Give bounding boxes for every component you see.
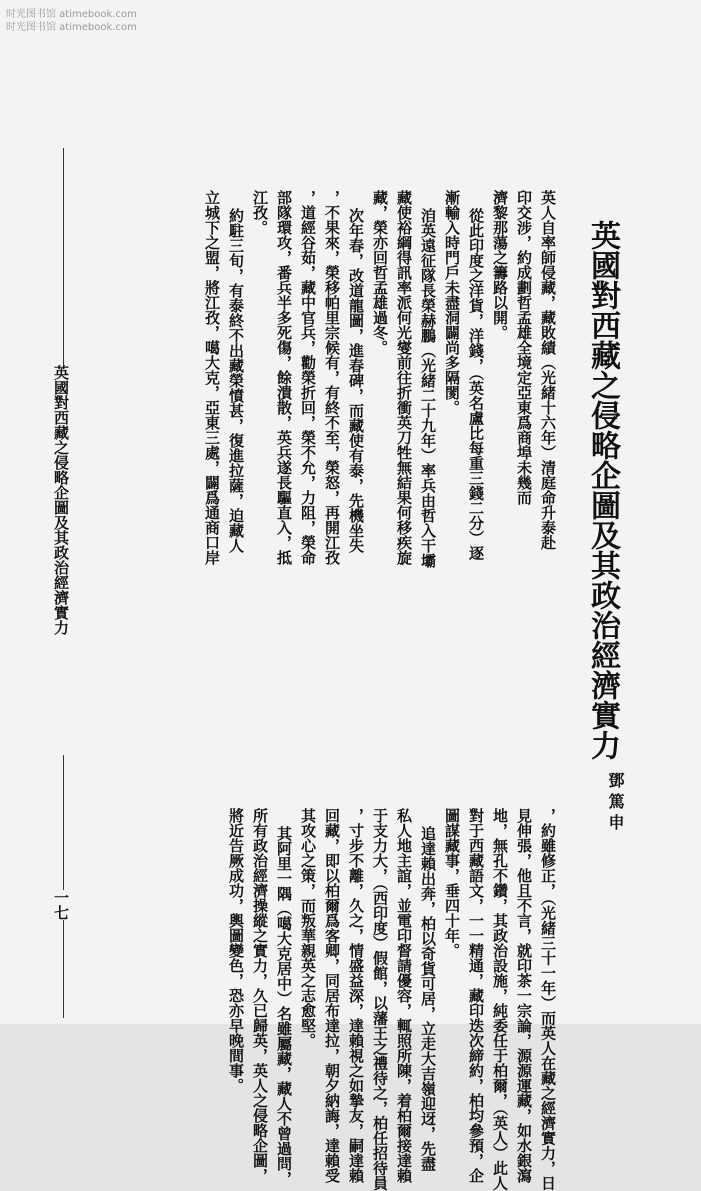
text-column: 濟黎那蕩之籌路以開。 — [491, 190, 509, 340]
text-column: 江孜。 — [251, 190, 269, 235]
text-column: 對于西藏語文，一一精通，藏印迭次締約，柏均參預，企 — [467, 808, 485, 1183]
running-title: 英國對西藏之侵略企圖及其政治經濟實力 — [52, 365, 72, 755]
text-column: 漸輸入時門戶未盡洞闢尚多隔閡。 — [443, 190, 461, 415]
watermark-line-2: 时光图书馆 atimebook.com — [6, 22, 137, 33]
text-column: 其攻心之策，而叛華親英之志愈堅。 — [299, 808, 317, 1048]
text-column: 英人自率師侵藏，藏敗績（光緒十六年）清庭命升泰赴 — [539, 190, 557, 550]
text-column: 見伸張，他且不言，就印茶一宗論，源源運藏，如水銀瀉 — [515, 808, 533, 1183]
text-column: 洎英遠征隊長榮赫鵬（光緒二十九年）率兵由哲入干壩 — [419, 208, 437, 568]
text-column: 約駐三旬，有泰終不出藏榮憤甚，復進拉薩，迫藏人 — [227, 208, 245, 553]
text-column: 次年春，改道龍圖，進春碑，而藏使有泰，先機坐失 — [347, 208, 365, 553]
text-column: 藏使裕綱得訊率派何光燮前往折衝英刀牲無結果何移疾旋 — [395, 190, 413, 565]
text-column: 從此印度之洋貨，洋錢，（英名盧比每重三錢二分）逐 — [467, 208, 485, 561]
page-number: 一七 — [52, 890, 70, 920]
text-column: ，不果來，榮移帕里宗候有，有終不至，榮怒，再開江孜 — [323, 190, 341, 565]
watermark-line-1: 时光图书馆 atimebook.com — [6, 9, 137, 20]
text-column: 圖謀藏事，垂四十年。 — [443, 808, 461, 958]
text-column: 于支力大，（西印度）假館，以藩王之禮待之，柏任招待員 — [371, 808, 389, 1191]
text-column: 其阿里一隅（噶大克居中）名雖屬藏，藏人不曾過問， — [275, 826, 293, 1186]
text-column: 藏，榮亦回哲孟雄過冬。 — [371, 190, 389, 355]
text-column: 地，無孔不鑽，其政治設施，純委任于柏爾，（英人）此人 — [491, 808, 509, 1191]
text-column: 所有政治經濟操縱之實力，久已歸英，英人之侵略企圖， — [251, 808, 269, 1183]
text-column: 私人地主誼，並電印督請優容，輒照所陳，着柏爾接達賴 — [395, 808, 413, 1183]
text-column: 將近告厥成功，輿圖變色，恐亦早晚間事。 — [227, 808, 245, 1093]
text-column: ，寸步不離，久之，情盛益深，達賴視之如摯友，嗣達賴 — [347, 808, 365, 1183]
text-column: ，道經谷茹，藏中官兵，勸榮折回，榮不允，力阻，榮命 — [299, 190, 317, 565]
article-author: 鄧篤申 — [606, 772, 625, 835]
text-column: 印交涉，約成劃哲孟雄全境定亞東爲商埠未幾而 — [515, 190, 533, 505]
text-column: 部隊環攻，番兵半多死傷，餘潰散，英兵遂長驅直入，抵 — [275, 190, 293, 565]
text-column: 追達賴出奔，柏以奇貨可居，立走大吉嶺迎迓，先盡 — [419, 826, 437, 1171]
text-column: 回藏，即以柏爾爲客卿，同居布達拉，朝夕納誨，達賴受 — [323, 808, 341, 1183]
text-column: 立城下之盟，將江孜，噶大克，亞東三處，闢爲通商口岸 — [203, 190, 221, 565]
article-title: 英國對西藏之侵略企圖及其政治經濟實力 — [585, 220, 620, 760]
text-column: ，約雖修正，（光緒三十一年）而英人在藏之經濟實力，日 — [539, 808, 557, 1191]
